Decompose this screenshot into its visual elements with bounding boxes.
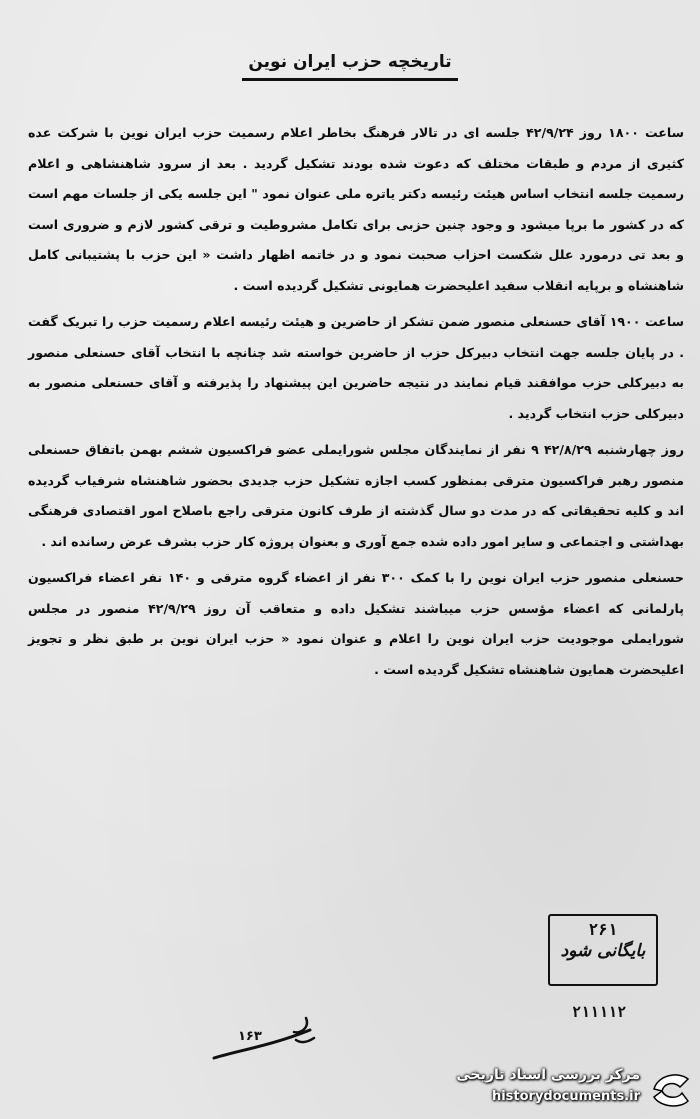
document-body (28, 118, 684, 691)
paragraph-1: ساعت ۱۸۰۰ روز ۴۲/۹/۲۴ جلسه ای در تالار فرهنگ بخاطر اعلام رسمیت حزب ایران نوین با شرکت عده کثیری از مردم و طبقات مختلف که دعوت شده بودند تشکیل گردید . بعد از سرود شاهنشاهی و اعلام رسمیت جلسه انتخاب اساس هیئت رئیسه دکتر یاتره ملی عنوان نمود " این جلسه یکی از جلسات مهم است که در کشور ما برپا میشود و وجود چنین حزبی برای تکامل مشروطیت و ترقی کشور لازم و ضروری است و بعد تی درمورد علل شکست احزاب صحبت نمود و در خاتمه اظهار داشت « این حزب با پشتیبانی کامل شاهنشاه و برپایه انقلاب سفید اعلیحضرت همایونی تشکیل گردیده است . (28, 125, 684, 293)
stamp-text: بایگانی شود (560, 941, 646, 961)
title-container (0, 52, 700, 81)
website-link[interactable]: historydocuments.ir (491, 1089, 640, 1104)
paragraph-3: روز چهارشنبه ۴۲/۸/۲۹ ۹ نفر از نمایندگان مجلس شورایملی عضو فراکسیون ششم بهمن باتفاق حسنعلی منصور رهبر فراکسیون مترقی بمنظور کسب اجازه تشکیل حزب جدیدی بحضور شاهنشاه شرفیاب گردیده اند و کلیه تحقیقاتی که در مدت دو سال گذشته از طرف کانون مترقی راجع باصلاح امور اقتصادی فرهنگی بهداشتی و اجتماعی و سایر امور داده شده جمع آوری و بعنوان پروژه کار حزب بشرف عرض رسانده اند . (28, 442, 684, 549)
document-number: ۲۱۱۱۱۲ (572, 1003, 627, 1021)
book-logo-icon (650, 1069, 692, 1109)
paragraph-4: حسنعلی منصور حزب ایران نوین را با کمک ۳۰۰ نفر از اعضاء گروه مترقی و ۱۴۰ نفر اعضاء فراکسیون پارلمانی که اعضاء مؤسس حزب میباشند تشکیل داده و متعاقب آن روز ۴۲/۹/۲۹ منصور در مجلس شورایملی موجودیت حزب ایران نوین را اعلام و عنوان نمود « حزب ایران نوین بر طبق نظر و تجویز اعلیحضرت همایون شاهنشاه تشکیل گردیده است . (28, 570, 684, 677)
paragraph-2: ساعت ۱۹۰۰ آقای حسنعلی منصور ضمن تشکر از حاضرین و هیئت رئیسه اعلام رسمیت حزب را تبریک گفت . در پایان جلسه جهت انتخاب دبیرکل حزب از حاضرین خواسته شد چنانچه با انتخاب آقای حسنعلی منصور به دبیرکلی حزب موافقند قیام نمایند در نتیجه حاضرین این پیشنهاد را پذیرفته و آقای حسنعلی منصور به دبیرکلی حزب انتخاب گردید . (28, 314, 684, 421)
signature-mark (210, 1010, 340, 1070)
footer-watermark (402, 1065, 692, 1113)
document-title: تاریخچه حزب ایران نوین (242, 52, 457, 81)
stamp-number: ۲۶۱ (588, 920, 618, 939)
archive-stamp (548, 914, 658, 986)
signature-text: ۱۶۳ (238, 1029, 262, 1044)
center-name: مرکز بررسی اسناد تاریخی (456, 1067, 640, 1083)
